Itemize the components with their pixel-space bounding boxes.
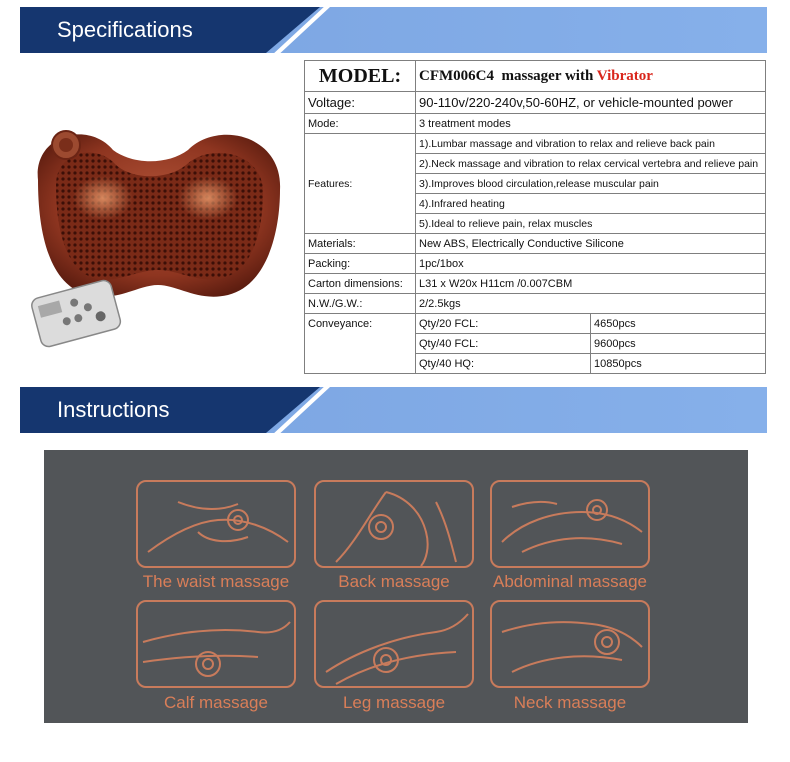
instruction-label-calf: Calf massage <box>164 693 268 712</box>
weight-row <box>305 294 766 314</box>
instructions-title: Instructions <box>57 397 170 422</box>
voltage-key: Voltage: <box>305 92 416 114</box>
carton-row <box>305 274 766 294</box>
weight-value: 2/2.5kgs <box>416 294 766 314</box>
abdominal-massage-illustration <box>490 480 650 568</box>
feature-row <box>305 134 766 154</box>
specifications-table <box>304 60 766 374</box>
voltage-value: 90-110v/220-240v,50-60HZ, or vehicle-mounted power <box>416 92 766 114</box>
mode-value: 3 treatment modes <box>416 114 766 134</box>
materials-row <box>305 234 766 254</box>
specifications-title: Specifications <box>57 17 193 42</box>
model-row <box>305 61 766 92</box>
instruction-label-back: Back massage <box>338 572 450 591</box>
back-massage-illustration <box>314 480 474 568</box>
feature-item: 1).Lumbar massage and vibration to relax and relieve back pain <box>416 134 766 154</box>
calf-massage-illustration <box>136 600 296 688</box>
feature-item: 4).Infrared heating <box>416 194 766 214</box>
packing-value: 1pc/1box <box>416 254 766 274</box>
instruction-label-waist: The waist massage <box>142 572 290 591</box>
conveyance-container: Qty/40 FCL: <box>416 334 591 354</box>
feature-item: 2).Neck massage and vibration to relax cervical vertebra and relieve pain <box>416 154 766 174</box>
weight-key: N.W./G.W.: <box>305 294 416 314</box>
instructions-banner <box>20 387 767 433</box>
mode-key: Mode: <box>305 114 416 134</box>
model-label: MODEL: <box>305 61 416 92</box>
materials-key: Materials: <box>305 234 416 254</box>
model-highlight: Vibrator <box>596 67 653 84</box>
model-value <box>416 61 766 92</box>
packing-key: Packing: <box>305 254 416 274</box>
carton-value: L31 x W20x H11cm /0.007CBM <box>416 274 766 294</box>
conveyance-row <box>305 334 766 354</box>
packing-row <box>305 254 766 274</box>
model-code: CFM006C4 <box>419 67 494 84</box>
carton-key: Carton dimensions: <box>305 274 416 294</box>
conveyance-container: Qty/40 HQ: <box>416 354 591 374</box>
instruction-label-neck: Neck massage <box>513 693 627 712</box>
waist-massage-illustration <box>136 480 296 568</box>
specifications-banner <box>20 7 767 53</box>
mode-row <box>305 114 766 134</box>
materials-value: New ABS, Electrically Conductive Silicone <box>416 234 766 254</box>
model-desc: massager with <box>501 67 594 84</box>
instruction-label-leg: Leg massage <box>342 693 446 712</box>
features-key: Features: <box>305 134 416 234</box>
instructions-panel <box>44 450 748 723</box>
voltage-row <box>305 92 766 114</box>
leg-massage-illustration <box>314 600 474 688</box>
instruction-label-abdominal: Abdominal massage <box>492 572 648 591</box>
conveyance-row <box>305 354 766 374</box>
feature-item: 3).Improves blood circulation,release muscular pain <box>416 174 766 194</box>
conveyance-row <box>305 314 766 334</box>
neck-massage-illustration <box>490 600 650 688</box>
conveyance-qty: 4650pcs <box>591 314 766 334</box>
conveyance-qty: 10850pcs <box>591 354 766 374</box>
conveyance-container: Qty/20 FCL: <box>416 314 591 334</box>
conveyance-key: Conveyance: <box>305 314 416 334</box>
feature-item: 5).Ideal to relieve pain, relax muscles <box>416 214 766 234</box>
massager-product-image <box>18 110 293 380</box>
conveyance-qty: 9600pcs <box>591 334 766 354</box>
